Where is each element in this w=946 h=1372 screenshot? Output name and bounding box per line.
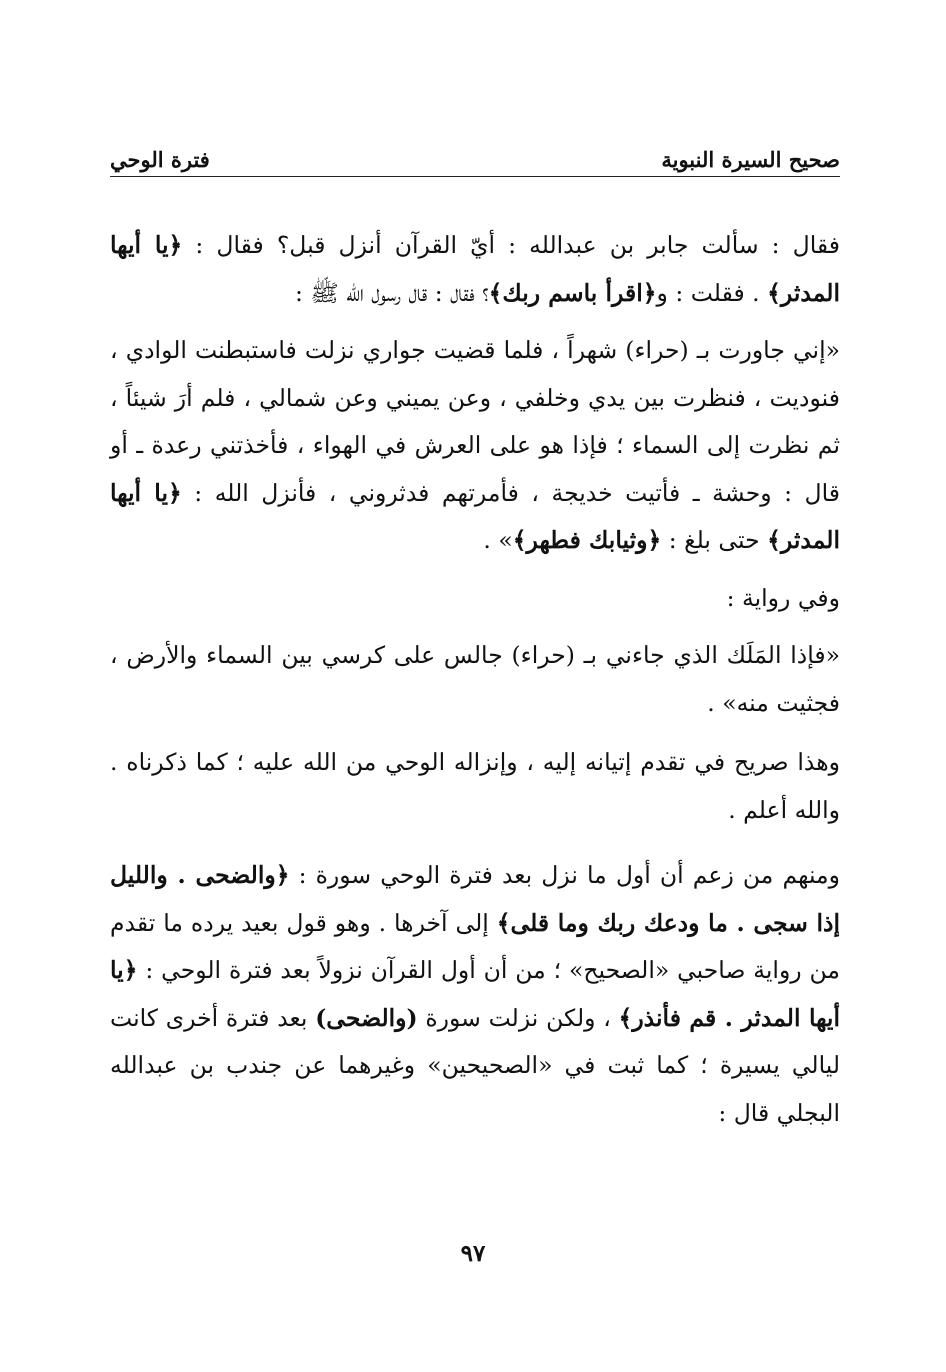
paragraph-2 [110,327,840,565]
running-header [110,130,840,176]
p6-text-a: ومنهم من زعم أن أول ما نزل بعد فترة الوحي سورة : [289,861,840,889]
quran-quote: ﴿والضحى . والليل إذا سجى . ما ودعك ربك وما قلى﴾ [110,861,840,937]
paragraph-6 [110,852,840,1137]
p1-text-e: ؟ فقال : قال رسول الله ﷺ : [295,278,489,307]
p6-text-g: بعد فترة أخرى كانت ليالي يسيرة ؛ كما ثبت في «الصحيحين» وغيرهما عن جندب بن عبدالله البجلي قال : [110,1003,840,1127]
p6-text-e: ، ولكن نزلت سورة [417,1003,619,1032]
book-title: صحيح السيرة النبوية [661,147,840,172]
p6-text-c: إلى آخرها . وهو قول بعيد يرده ما تقدم من رواية صاحبي «الصحيح» ؛ من أن أول القرآن نزولاً بعد فترة الوحي : [110,908,840,984]
paragraph-5: وهذا صريح في تقدم إتيانه إليه ، وإنزاله الوحي من الله عليه ؛ كما ذكرناه . والله أعلم . [110,748,840,824]
quran-quote: ﴿يا أيها المدثر﴾ [110,231,840,307]
paragraph-1 [110,222,840,317]
chapter-title: فترة الوحي [110,147,210,172]
p2-text-a: «إني جاورت بـ (حراء) شهراً ، فلما قضيت جواري نزلت فاستبطنت الوادي ، فنوديت ، فنظرت بين يدي وخلفي ، وعن يميني وعن شمالي ، فلم أرَ شيئاً ، ثم نظرت إلى السماء ؛ فإذا هو على العرش في الهواء ، فأخذتني رعدة ـ أو قال : وحشة ـ فأتيت خديجة ، فأمرتهم فدثروني ، فأنزل الله : [110,336,841,507]
paragraph-4: «فإذا المَلَك الذي جاءني بـ (حراء) جالس على كرسي بين السماء والأرض ، فجثيت منه» . [110,641,840,717]
p1-text-a: فقال : سألت جابر بن عبدالله : أيّ القرآن أنزل قبل؟ فقال : [182,231,840,259]
header-rule [110,176,840,177]
p1-text-c: . فقلت : و [656,278,768,307]
quran-quote: ﴿وثيابك فطهر﴾ [512,526,662,554]
body-text [110,222,840,1137]
surah-name: (والضحى) [315,1003,418,1032]
p2-text-e: » . [483,526,513,554]
paragraph-3: وفي رواية : [726,583,840,612]
page-number: ٩٧ [460,1240,486,1267]
quran-quote: ﴿يا أيها المدثر . قم فأنذر﴾ [110,956,840,1032]
quran-quote: ﴿اقرأ باسم ربك﴾ [488,278,657,307]
p2-text-c: حتى بلغ : [661,526,768,554]
quran-quote: ﴿يا أيها المدثر﴾ [110,478,840,554]
